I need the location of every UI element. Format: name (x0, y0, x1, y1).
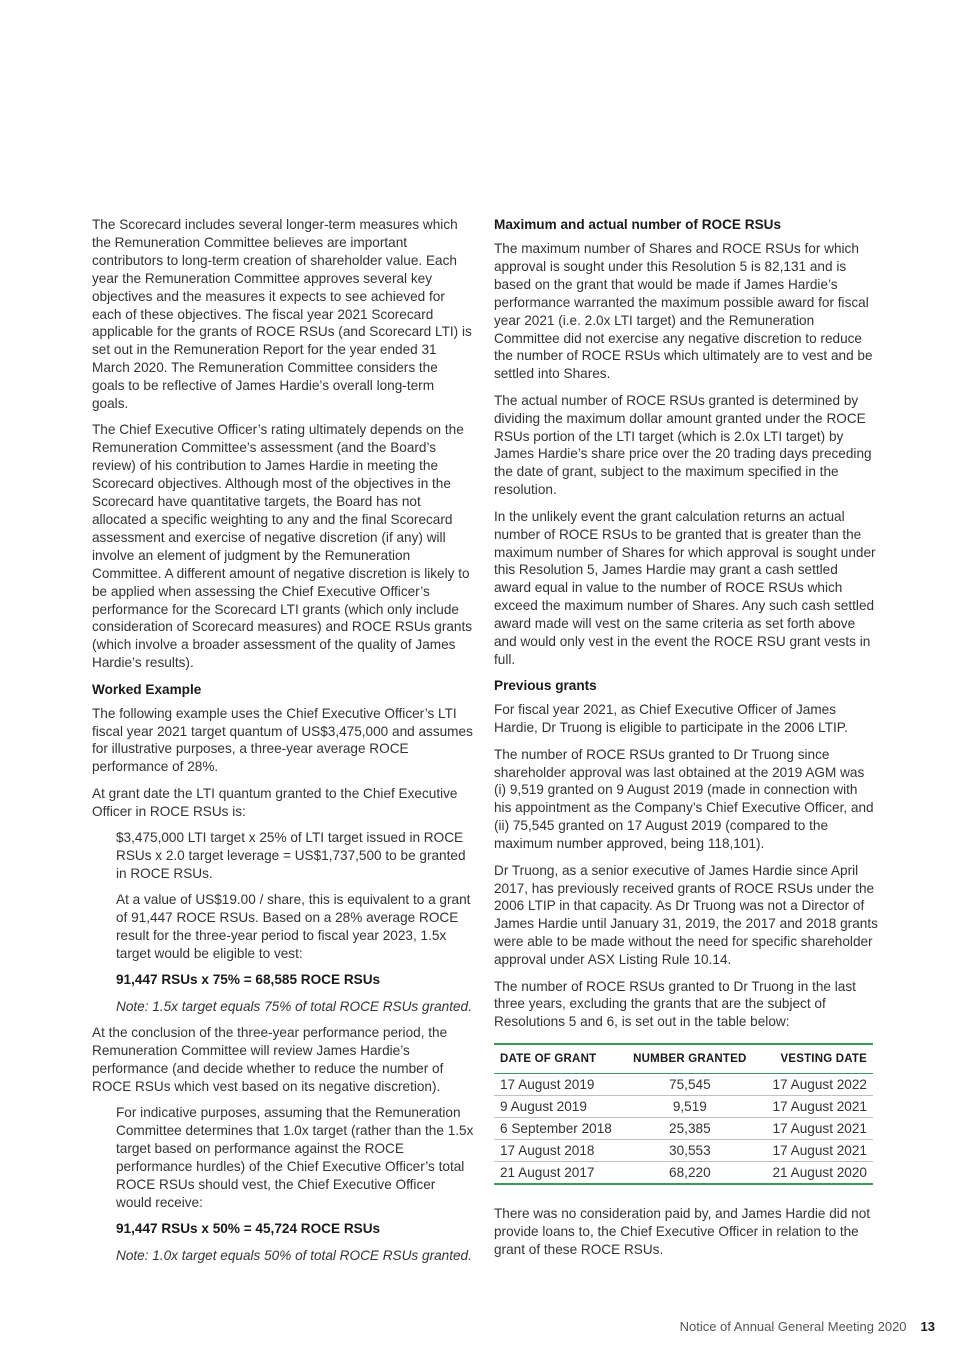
max-actual-heading: Maximum and actual number of ROCE RSUs (494, 217, 782, 232)
previous-grants-heading: Previous grants (494, 678, 597, 694)
page-footer (680, 1318, 935, 1336)
actual-number-paragraph: The actual number of ROCE RSUs granted is determined by dividing the maximum dollar amount granted under the ROCE RSUs portion of the LTI target (which is 2.0x LTI target) by James Hardie’s share price over the 20 trading days preceding the date of grant, subject to the maximum specified in the resolution. (494, 392, 872, 498)
table-row (494, 1096, 873, 1118)
senior-executive-paragraph: Dr Truong, as a senior executive of James Hardie since April 2017, has previously received grants of ROCE RSUs under the 2006 LTIP in that capacity. As Dr Truong was not a Director of James Hardie until January 31, 2019, the 2017 and 2018 grants were able to be made without the need for specific shareholder approval under ASX Listing Rule 10.14. (494, 862, 878, 968)
cell-vesting: 21 August 2020 (772, 1165, 867, 1181)
cash-settled-paragraph: In the unlikely event the grant calculation returns an actual number of ROCE RSUs to be granted that is greater than the maximum number of Shares for which approval is sought under this Resolution 5, James Hardie may grant a cash settled award equal in value to the number of ROCE RSUs which exceed the maximum number of Shares. Any such cash settled award made will vest on the same criteria as set forth above and would only vest in the event the ROCE RSU grant vests in full. (494, 508, 876, 667)
formula-50-percent: 91,447 RSUs x 50% = 45,724 ROCE RSUs (116, 1221, 381, 1237)
cell-date: 17 August 2018 (494, 1140, 622, 1162)
share-value-paragraph: At a value of US$19.00 / share, this is equivalent to a grant of 91,447 ROCE RSUs. Based on a 28% average ROCE result for the three-year period to fiscal year 2023, 1.5x target would be eligible to vest: (116, 892, 471, 962)
right-column (494, 216, 878, 1267)
cell-number: 25,385 (622, 1118, 758, 1140)
no-consideration-paragraph: There was no consideration paid by, and James Hardie did not provide loans to, the Chief Executive Officer in relation to the grant of these ROCE RSUs. (494, 1206, 871, 1257)
cell-date: 21 August 2017 (500, 1165, 595, 1181)
table-intro-paragraph: The number of ROCE RSUs granted to Dr Truong in the last three years, excluding the grants that are the subject of Resolutions 5 and 6, is set out in the table below: (494, 978, 856, 1030)
lti-calculation: $3,475,000 LTI target x 25% of LTI target issued in ROCE RSUs x 2.0 target leverage = US$1,737,500 to be granted in ROCE RSUs. (116, 830, 466, 881)
worked-example-intro: The following example uses the Chief Executive Officer’s LTI fiscal year 2021 target quantum of US$3,475,000 and assumes for illustrative purposes, a three-year average ROCE performance of 28%. (92, 705, 473, 775)
cell-number: 9,519 (622, 1096, 758, 1118)
col-header-number: NUMBER GRANTED (622, 1044, 758, 1073)
grants-table (494, 1043, 873, 1185)
cell-number: 75,545 (622, 1074, 758, 1096)
cell-vesting: 17 August 2021 (758, 1096, 873, 1118)
cell-vesting: 17 August 2021 (758, 1118, 873, 1140)
ceo-rating-paragraph: The Chief Executive Officer’s rating ultimately depends on the Remuneration Committee’s assessment (and the Board’s review) of his contribution to James Hardie in meeting the Scorecard objectives. Although most of the objectives in the Scorecard have quantitative targets, the Board has not allocated a specific weighting to any and the final Scorecard assessment and exercise of negative discretion (if any) will involve an element of judgment by the Remuneration Committee. A different amount of negative discretion is likely to be applied when assessing the Chief Executive Officer’s performance for the Scorecard LTI grants (which only include consideration of Scorecard measures) and ROCE RSUs grants (which involve a broader assessment of the quality of James Hardie’s results). (92, 422, 473, 671)
max-number-paragraph: The maximum number of Shares and ROCE RSUs for which approval is sought under this Resolution 5 is 82,131 and is based on the grant that would be made if James Hardie’s performance warranted the maximum possible award for fiscal year 2021 (i.e. 2.0x LTI target) and the Remuneration Committee did not exercise any negative discretion to reduce the number of ROCE RSUs which ultimately are to vest and be settled into Shares. (494, 241, 873, 382)
table-row (494, 1118, 873, 1140)
cell-number: 68,220 (669, 1165, 711, 1181)
conclusion-paragraph: At the conclusion of the three-year performance period, the Remuneration Committee will review James Hardie’s performance (and decide whether to reduce the number of ROCE RSUs which vest based on its negative discretion). (92, 1025, 448, 1094)
worked-example-heading: Worked Example (92, 681, 202, 697)
col-header-vesting: VESTING DATE (758, 1044, 873, 1073)
eligibility-paragraph: For fiscal year 2021, as Chief Executive Officer of James Hardie, Dr Truong is eligible to participate in the 2006 LTIP. (494, 702, 848, 736)
table-row (494, 1074, 873, 1096)
page-number: 13 (920, 1319, 935, 1334)
cell-vesting: 17 August 2021 (758, 1140, 873, 1162)
cell-date: 9 August 2019 (494, 1096, 622, 1118)
footer-title: Notice of Annual General Meeting 2020 (679, 1319, 907, 1334)
table-row (494, 1162, 873, 1185)
grant-date-paragraph: At grant date the LTI quantum granted to the Chief Executive Officer in ROCE RSUs is: (92, 785, 458, 819)
table-row (494, 1140, 873, 1162)
indicative-paragraph: For indicative purposes, assuming that the Remuneration Committee determines that 1.0x target (rather than the 1.5x target based on performance against the ROCE performance hurdles) of the Chief Executive Officer’s total ROCE RSUs should vest, the Chief Executive Officer would receive: (116, 1105, 474, 1210)
note-75-percent: Note: 1.5x target equals 75% of total ROCE RSUs granted. (116, 998, 472, 1014)
col-header-date: DATE OF GRANT (494, 1044, 622, 1073)
table-header-row (494, 1044, 873, 1073)
cell-date: 17 August 2019 (494, 1074, 622, 1096)
note-50-percent: Note: 1.0x target equals 50% of total ROCE RSUs granted. (116, 1247, 472, 1263)
cell-number: 30,553 (622, 1140, 758, 1162)
scorecard-paragraph: The Scorecard includes several longer-term measures which the Remuneration Committee believes are important contributors to long-term creation of shareholder value. Each year the Remuneration Committee approves several key objectives and the measures it expects to see achieved for each of these objectives. The fiscal year 2021 Scorecard applicable for the grants of ROCE RSUs (and Scorecard LTI) is set out in the Remuneration Report for the year ended 31 March 2020. The Remuneration Committee considers the goals to be reflective of James Hardie’s overall long-term goals. (92, 217, 472, 412)
cell-vesting: 17 August 2022 (758, 1074, 873, 1096)
cell-date: 6 September 2018 (494, 1118, 622, 1140)
left-column (92, 216, 474, 1273)
formula-75-percent: 91,447 RSUs x 75% = 68,585 ROCE RSUs (116, 972, 381, 988)
grants-since-agm-paragraph: The number of ROCE RSUs granted to Dr Truong since shareholder approval was last obtained at the 2019 AGM was (i) 9,519 granted on 9 August 2019 (made in connection with his appointment as the Company’s Chief Executive Officer, and (ii) 75,545 granted on 17 August 2019 (compared to the maximum number approved, being 118,101). (494, 746, 874, 852)
